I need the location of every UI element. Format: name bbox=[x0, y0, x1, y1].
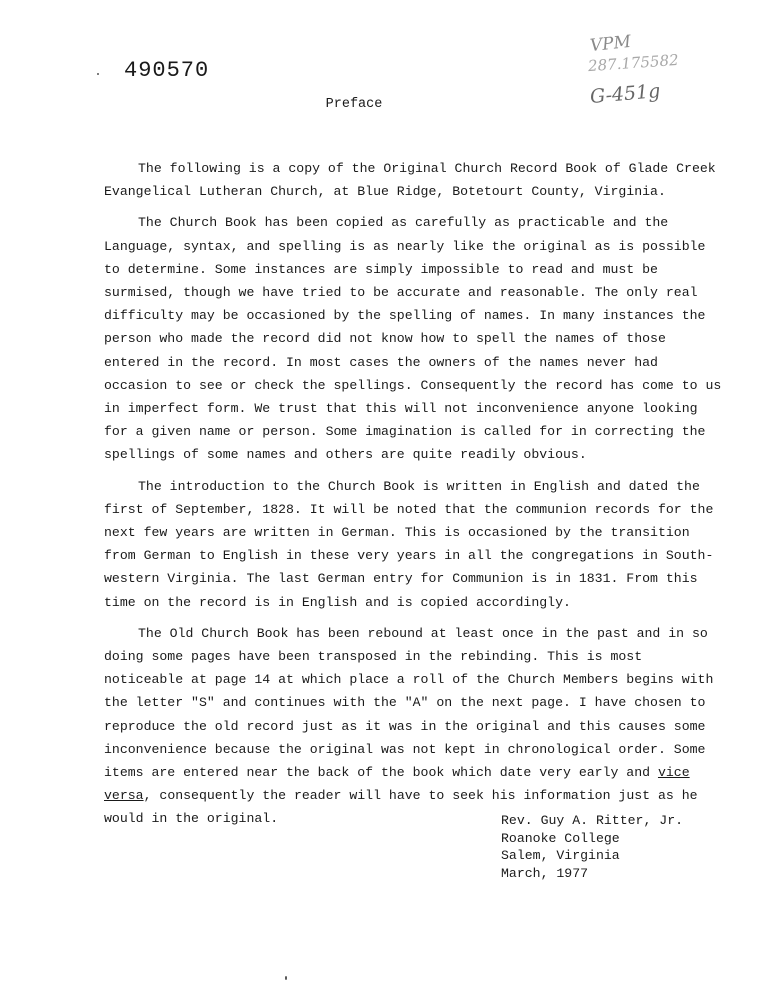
handwritten-note: G-451g bbox=[589, 79, 662, 109]
paragraph-text: The Old Church Book has been rebound at least once in the past and in so doing some pages have been transposed in the rebinding. This is most noticeable at page 14 at which place a roll of the Church Members begins with the letter "S" and continues with the "A" on the next page. I have chosen to reproduce the old record just as it was in the original and this causes some inconvenience because the original was not kept in chronological order. Some items are entered near the back of the book which date very early and bbox=[104, 625, 714, 781]
signature-institution: Roanoke College bbox=[501, 830, 620, 846]
signature-block bbox=[501, 812, 683, 882]
paragraph: The introduction to the Church Book is written in English and dated the first of September, 1828. It will be noted that the communion records for the next few years are written in German. This is occasioned by the transition from German to English in these very years in all the congregations in South-western Virginia. The last German entry for Communion is in 1831. From this time on the record is in English and is copied accordingly. bbox=[104, 478, 714, 610]
paragraph: The following is a copy of the Original Church Record Book of Glade Creek Evangelical Lutheran Church, at Blue Ridge, Botetourt County, Virginia. bbox=[104, 161, 716, 200]
signature-date: March, 1977 bbox=[501, 865, 589, 881]
preface-body bbox=[104, 157, 728, 831]
page-title: Preface bbox=[325, 97, 383, 112]
paragraph-text: , consequently the reader will have to seek his information just as he would in the original. bbox=[104, 788, 698, 827]
paragraph bbox=[104, 622, 728, 831]
signature-name: Rev. Guy A. Ritter, Jr. bbox=[501, 813, 684, 828]
handwritten-note: VPM bbox=[589, 31, 633, 57]
scan-speck bbox=[285, 976, 287, 980]
document-number: 490570 bbox=[124, 58, 210, 83]
underlined-phrase: vice versa bbox=[104, 765, 690, 804]
scan-speck bbox=[97, 73, 99, 75]
paragraph: The Church Book has been copied as carefully as practicable and the Language, syntax, and spelling is as nearly like the original as is possible to determine. Some instances are simply impossible to read and must be surmised, though we have tried to be accurate and reasonable. The only real difficulty may be occasioned by the spelling of names. In many instances the person who made the record did not know how to spell the names of those entered in the record. In most cases the owners of the names never had occasion to see or check the spellings. Consequently the record has come to us in imperfect form. We trust that this will not inconvenience anyone looking for a given name or person. Some imagination is called for in correcting the spellings of some names and others are quite readily obvious. bbox=[104, 215, 722, 463]
handwritten-note: 287.175582 bbox=[587, 50, 680, 76]
signature-location: Salem, Virginia bbox=[501, 848, 620, 863]
